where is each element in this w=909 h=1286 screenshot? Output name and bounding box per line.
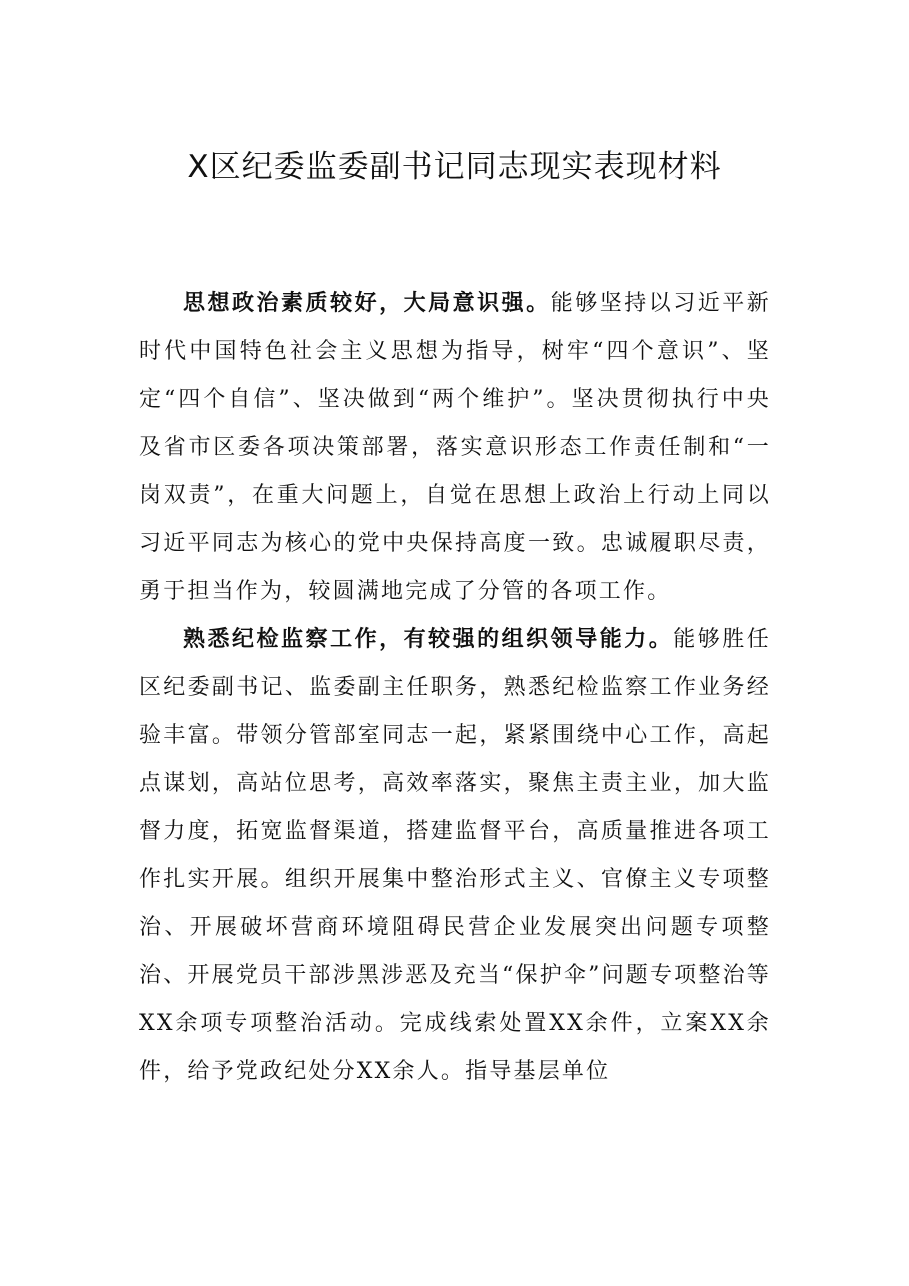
paragraph-lead: 思想政治素质较好，大局意识强。 <box>183 291 551 316</box>
paragraph-work-ability <box>139 616 771 1096</box>
paragraph-lead: 熟悉纪检监察工作，有较强的组织领导能力。 <box>183 627 674 652</box>
paragraph-text: 能够坚持以习近平新时代中国特色社会主义思想为指导，树牢“四个意识”、坚定“四个自信”、坚决做到“两个维护”。坚决贯彻执行中央及省市区委各项决策部署，落实意识形态工作责任制和“一岗双责”，在重大问题上，自觉在思想上政治上行动上同以习近平同志为核心的党中央保持高度一致。忠诚履职尽责，勇于担当作为，较圆满地完成了分管的各项工作。 <box>139 291 771 604</box>
paragraph-text: 能够胜任区纪委副书记、监委副主任职务，熟悉纪检监察工作业务经验丰富。带领分管部室同志一起，紧紧围绕中心工作，高起点谋划，高站位思考，高效率落实，聚焦主责主业，加大监督力度，拓宽监督渠道，搭建监督平台，高质量推进各项工作扎实开展。组织开展集中整治形式主义、官僚主义专项整治、开展破坏营商环境阻碍民营企业发展突出问题专项整治、开展党员干部涉黑涉恶及充当“保护伞”问题专项整治等XX余项专项整治活动。完成线索处置XX余件，立案XX余件，给予党政纪处分XX余人。指导基层单位 <box>139 627 771 1084</box>
paragraph-political-quality <box>139 280 771 616</box>
document-body <box>139 280 771 1096</box>
document-title: X区纪委监委副书记同志现实表现材料 <box>187 149 722 185</box>
